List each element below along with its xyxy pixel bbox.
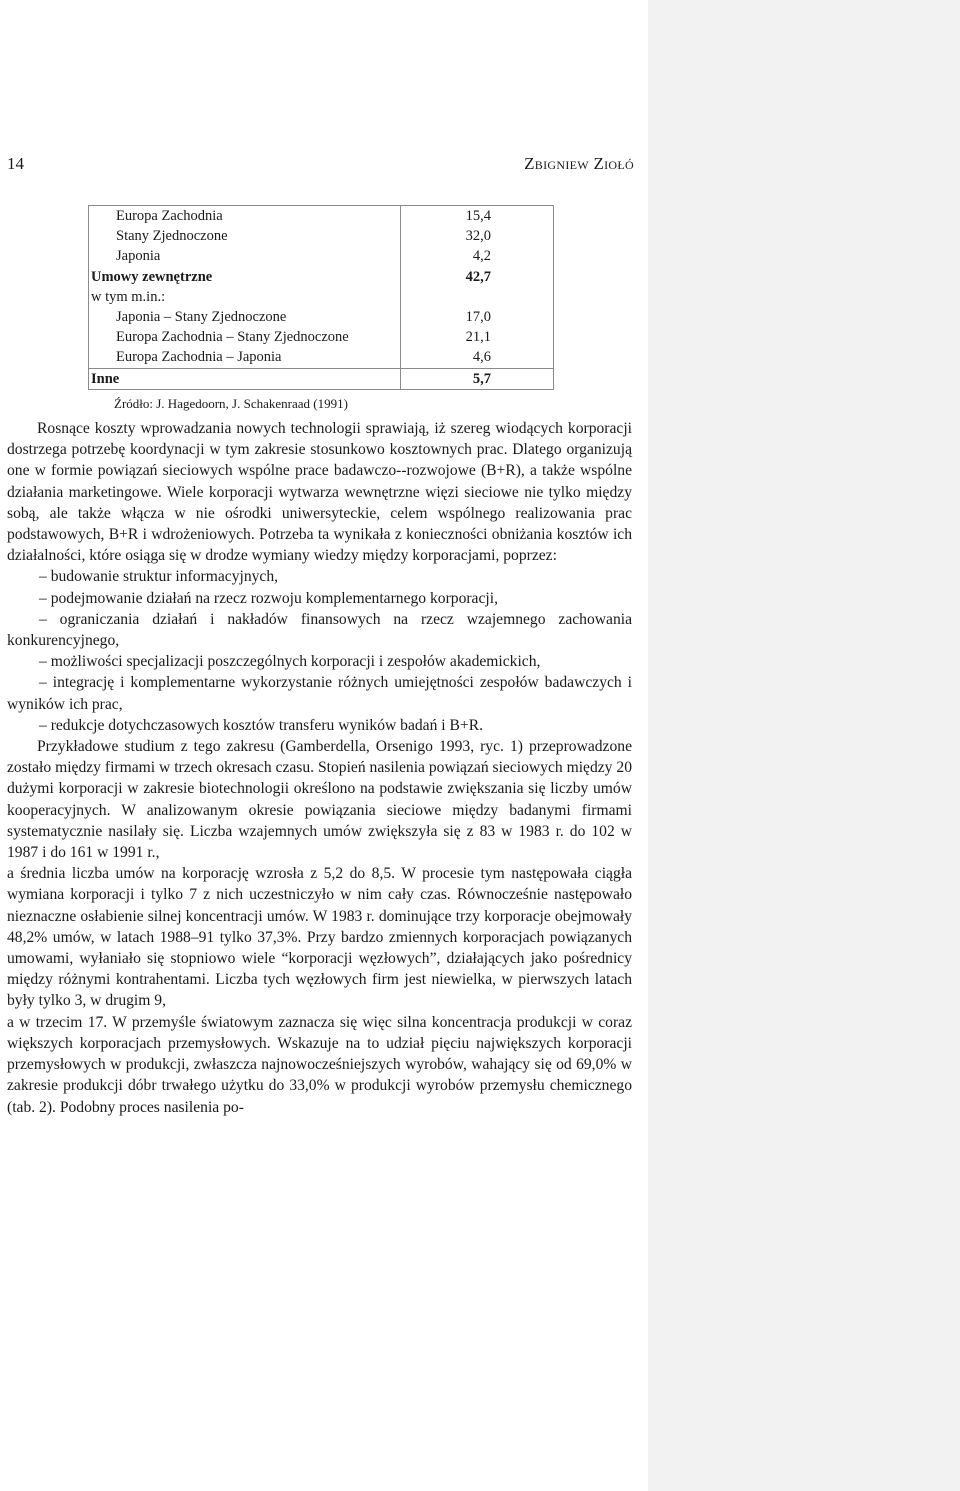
list-item: – integrację i komplementarne wykorzystanie różnych umiejętności zespołów badawczych i wyników ich prac, (7, 674, 632, 713)
paragraph: a w trzecim 17. W przemyśle światowym zaznacza się więc silna koncentracja produkcji w coraz większych korporacjach przemysłowych. Wskazuje na to udział pięciu największych korporacji przemysłowych w produkcji, zwłaszcza najnowocześniejszych wyrobów, wahający się od 69,0% w zakresie produkcji dóbr trwałego użytku do 33,0% w produkcji wyrobów przemysłu chemicznego (tab. 2). Podobny proces nasilenia po- (7, 1013, 632, 1116)
row-label: Stany Zjednoczone (89, 226, 401, 246)
running-head-author: Zbigniew Ziołó (524, 154, 634, 173)
row-value: 4,6 (401, 347, 554, 368)
margin-panel (648, 0, 960, 1491)
list-item: – budowanie struktur informacyjnych, (39, 568, 279, 586)
row-value: 21,1 (401, 327, 554, 347)
table-row (89, 226, 554, 246)
row-value: 17,0 (401, 307, 554, 327)
page-number: 14 (7, 154, 24, 173)
row-label: Umowy zewnętrzne (89, 267, 401, 287)
row-value (401, 287, 554, 307)
table-row (89, 368, 554, 389)
row-label: Japonia – Stany Zjednoczone (89, 307, 401, 327)
table-row (89, 347, 554, 368)
list-item: – redukcje dotychczasowych kosztów transferu wyników badań i B+R. (39, 716, 484, 734)
body-text (7, 418, 632, 1118)
row-label: w tym m.in.: (89, 287, 401, 307)
row-value: 32,0 (401, 226, 554, 246)
row-label: Inne (89, 368, 401, 389)
table-row (89, 246, 554, 266)
row-label: Japonia (89, 246, 401, 266)
paragraph: Rosnące koszty wprowadzania nowych technologii sprawiają, iż szereg wiodących korporacji dostrzega potrzebę koordynacji w tym zakresie stosunkowo kosztownych prac. Dlatego organizują one w formie powiązań sieciowych wspólne prace badawczo--rozwojowe (B+R), a także wspólne działania marketingowe. Wiele korporacji wytwarza wewnętrzne więzi sieciowe nie tylko między sobą, ale także włącza w nie ośrodki uniwersyteckie, celem wspólnego realizowania prac podstawowych, B+R i wdrożeniowych. Potrzeba ta wynikała z konieczności obniżania kosztów ich działalności, które osiąga się w drodze wymiany wiedzy między korporacjami, poprzez: (7, 420, 632, 565)
list-item: – możliwości specjalizacji poszczególnych korporacji i zespołów akademickich, (39, 653, 541, 671)
row-label: Europa Zachodnia (89, 206, 401, 227)
row-value: 15,4 (401, 206, 554, 227)
row-label: Europa Zachodnia – Stany Zjednoczone (89, 327, 401, 347)
table-row (89, 287, 554, 307)
paragraph: Przykładowe studium z tego zakresu (Gamberdella, Orsenigo 1993, ryc. 1) przeprowadzone zostało między firmami w trzech okresach czasu. Stopień nasilenia powiązań sieciowych między 20 dużymi korporacji w zakresie biotechnologii określono na podstawie zwiększania się liczby umów kooperacyjnych. W analizowanym okresie powiązania sieciowe między badanymi firmami systematycznie nasilały się. Liczba wzajemnych umów zwiększyła się z 83 w 1983 r. do 102 w 1987 i do 161 w 1991 r., (7, 738, 632, 862)
table-row (89, 267, 554, 287)
list-item: – podejmowanie działań na rzecz rozwoju komplementarnego korporacji, (39, 589, 498, 607)
row-value: 5,7 (401, 368, 554, 389)
row-value: 4,2 (401, 246, 554, 266)
table-row (89, 206, 554, 227)
table-row (89, 307, 554, 327)
list-item: – ograniczania działań i nakładów finansowych na rzecz wzajemnego zachowania konkurencyjnego, (7, 610, 632, 650)
table-source: Źródło: J. Hagedoorn, J. Schakenraad (1991) (114, 396, 348, 411)
paragraph: a średnia liczba umów na korporację wzrosła z 5,2 do 8,5. W procesie tym następowała ciągła wymiana korporacji i tylko 7 z nich uczestniczyło w nim cały czas. Równocześnie następowało nieznaczne osłabienie silnej koncentracji umów. W 1983 r. dominujące trzy korporacje obejmowały 48,2% umów, w latach 1988–91 tylko 37,3%. Przy bardzo zmiennych korporacjach powiązanych umowami, wyłaniało się stopniowo wiele “korporacji węzłowych”, działających jako pośrednicy między różnymi kontrahentami. Liczba tych węzłowych firm jest niewielka, w pierwszych latach były tylko 3, w drugim 9, (7, 865, 632, 1010)
table-row (89, 327, 554, 347)
row-value: 42,7 (401, 267, 554, 287)
row-label: Europa Zachodnia – Japonia (89, 347, 401, 368)
data-table (88, 205, 554, 390)
